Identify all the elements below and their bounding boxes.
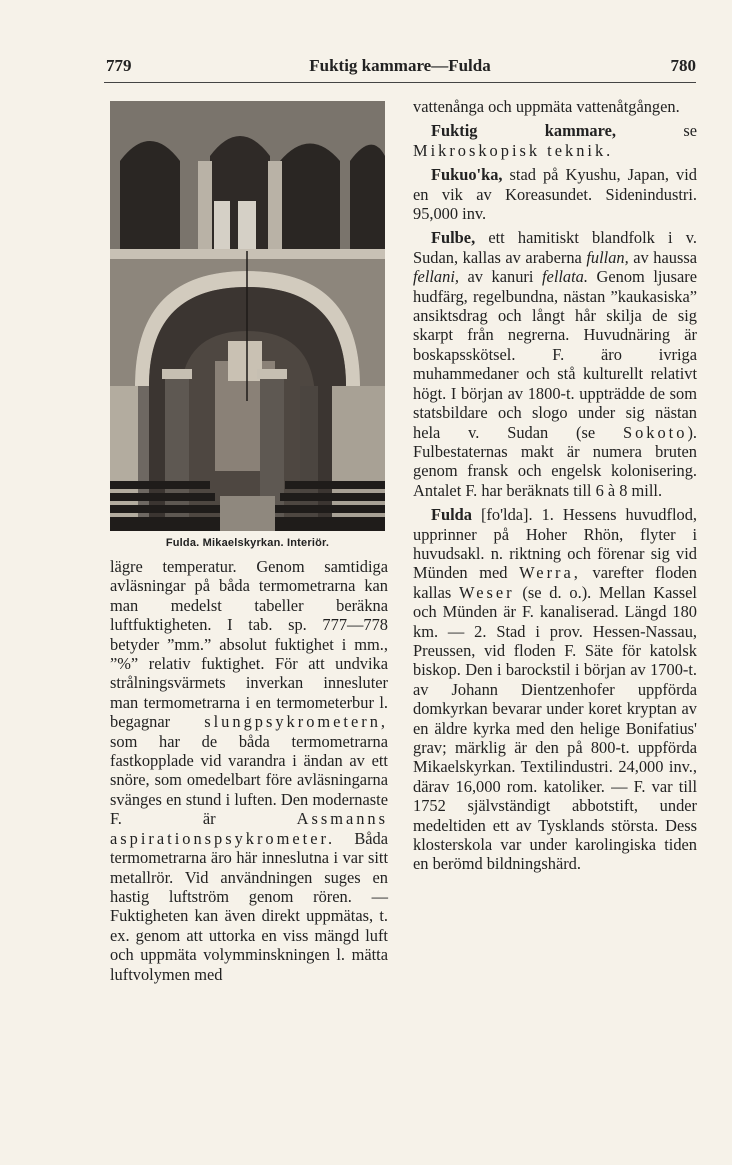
left-spaced-term-2: Assmanns aspirationspsykrometer. (110, 809, 388, 848)
headword: Fukuo'ka, (431, 165, 503, 185)
entry-fuktig-kammare (413, 121, 697, 160)
entry-text: Genom ljusare hudfärg, regelbundna, nästan ”kaukasiska” ansiktsdrag och långt hår skilja de sig skarpt från negrerna. Huvudnäring är boskapsskötsel. F. äro ivriga muhammedaner och stå kulturellt relativt högt. I början av 1800-t. uppträdde de som statsbildare och slogo under sig nästan hela v. Sudan (se (413, 267, 698, 442)
entry-text: ). Fulbestaternas makt är numera bruten genom fransk och engelsk kolonisering. Antalet F. har beräknats till 6 à 8 mill. (413, 422, 697, 500)
church-interior-illustration (110, 101, 385, 531)
entry-text: av kanuri (458, 267, 542, 287)
entry-text: ett hamitiskt blandfolk i v. Sudan, kallas av araberna (413, 228, 697, 267)
left-paragraph (110, 557, 388, 984)
left-text-3: Båda termometrarna äro här inneslutna i var sitt metallrör. Vid användningen suges en hastig luftström genom rören. — Fuktigheten kan även direkt uppmätas, t. ex. genom att uttorka en viss mängd luft och uppmäta volymminskningen l. mätta luftvolymen med (110, 828, 388, 984)
entry-text: stad på Kyushu, Japan, vid en vik av Koreasundet. Sidenindustri. 95,000 inv. (413, 165, 697, 224)
italic-term: fellani, (413, 267, 459, 287)
entry-text: av haussa (628, 247, 697, 267)
entry-text: (se d. o.). Mellan Kassel och Münden är F. kanaliserad. Längd 180 km. — 2. Stad i prov. Hessen-Nassau, Preussen, vid floden F. Säte för katolsk biskop. Den i barockstil i början av 1700-t. av Johann Dientzenhofer uppförda domkyrkan bevarar under koret kryptan av en äldre kyrka med den helige Bonifatius' grav; märklig är den på 800-t. uppförda Mikaelskyrkan. Textilindustri. 24,000 inv., därav 16,000 rom. katoliker. — F. var till 1752 självständigt abbotstift, under medeltiden ett av Tysklands största. Dess klosterskola var under karolingiska tiden en berömd bildningshärd. (413, 582, 697, 874)
italic-term: fellata. (541, 267, 588, 287)
entry-text: [fo'lda]. 1. Hessens huvudflod, upprinner på Hoher Rhön, flyter i huvudsakl. n. riktning och förenar sig vid Münden med (413, 505, 697, 583)
left-text-2: som har de båda termometrarna fastkopplade vid varandra i ändan av ett snöre, som omedelbart före avläsningarna svänges en stund i luften. Den modernaste F. är (110, 731, 388, 829)
left-column (110, 557, 388, 984)
headword: Fuktig kammare, (431, 121, 616, 141)
entry-text: varefter floden kallas (413, 563, 697, 602)
page-number-left: 779 (106, 56, 132, 75)
spaced-term: Weser (459, 582, 515, 602)
headword: Fulda (431, 505, 472, 525)
headword: Fulbe, (431, 228, 476, 248)
left-spaced-term-1: slungpsykrometern, (204, 712, 388, 732)
right-column (413, 97, 697, 874)
running-title: Fuktig kammare—Fulda (309, 56, 491, 75)
entry-fulda (413, 505, 697, 874)
figure-caption: Fulda. Mikaelskyrkan. Interiör. (165, 537, 330, 549)
header-rule (104, 82, 696, 83)
right-continuation: vattenånga och uppmäta vattenåtgången. (413, 97, 680, 116)
spaced-term: Werra, (519, 563, 581, 583)
italic-term: fullan, (586, 247, 629, 267)
left-text-1: lägre temperatur. Genom samtidiga avläsningar på båda termometrarna kan man medelst tabeller beräkna luftfuktigheten. I tab. sp. 777—778 betyder ”mm.” absolut fuktighet i mm., ”%” relativ fuktighet. För att undvika strålningsvärmets inverkan innesluter man termometrarna i en termometerbur l. begagnar (110, 557, 388, 732)
entry-text: se (615, 121, 697, 141)
spaced-term: Mikroskopisk teknik. (413, 140, 614, 160)
page-header (104, 54, 696, 84)
church-interior-photo (110, 101, 385, 531)
spaced-term: Sokoto (622, 422, 688, 442)
page-number-right: 780 (670, 56, 696, 75)
entry-fukuoka (413, 165, 697, 223)
entry-fulbe (413, 228, 697, 500)
